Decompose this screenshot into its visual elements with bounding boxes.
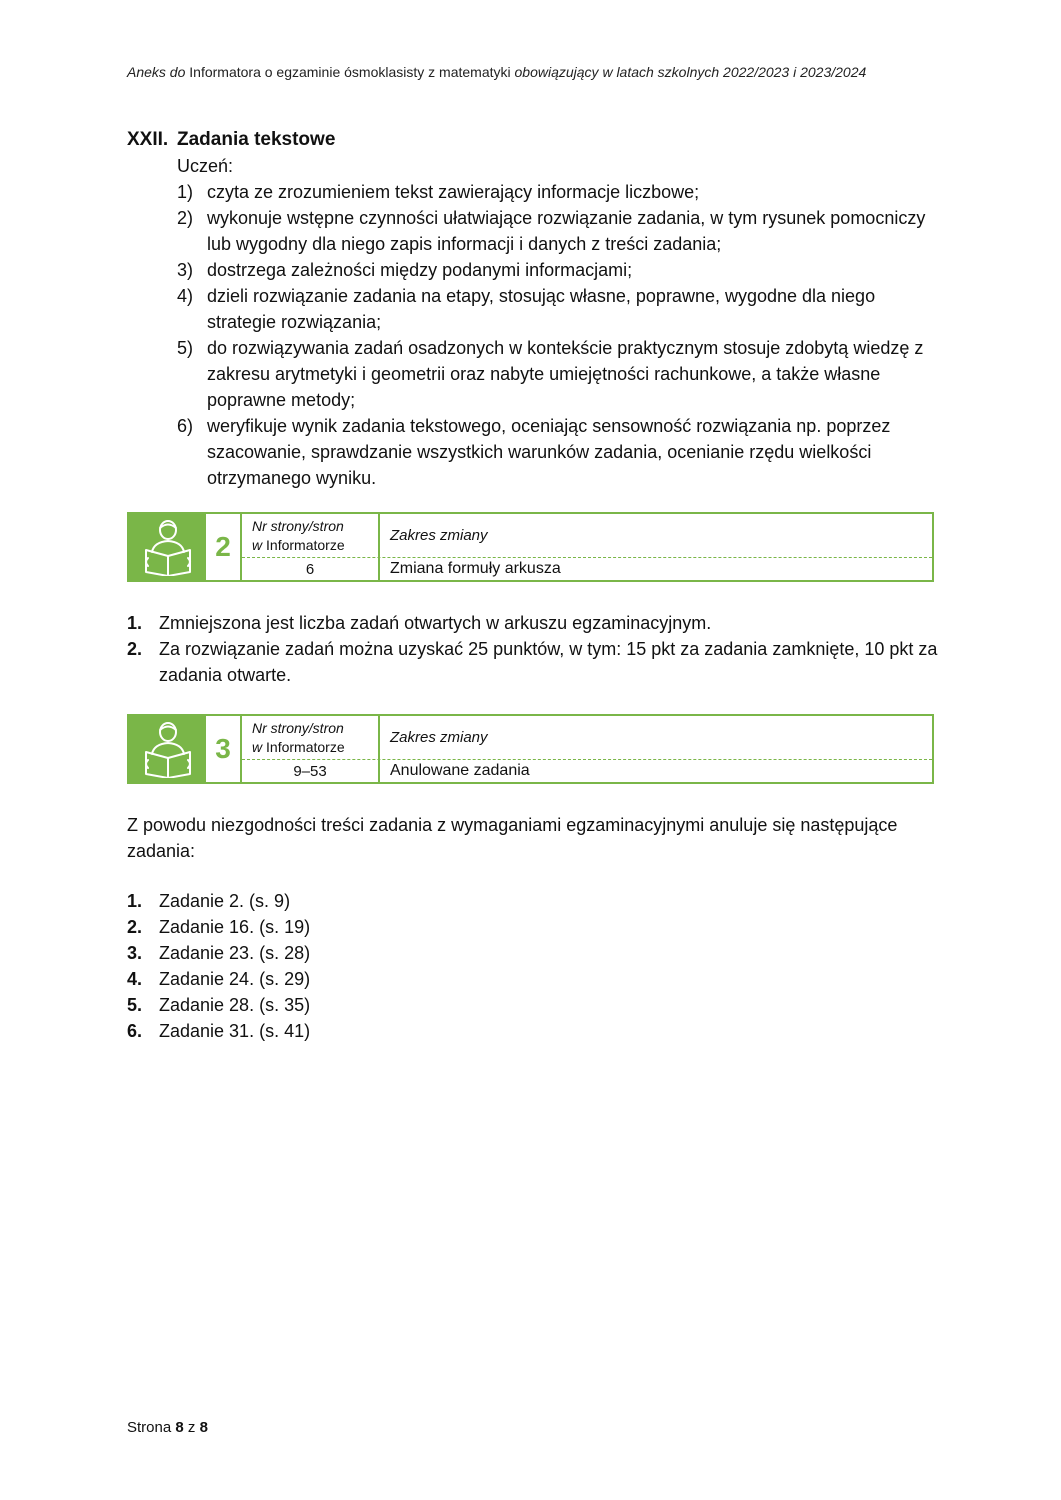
reader-with-book-icon [129,514,206,580]
requirement-item: 4) dzieli rozwiązanie zadania na etapy, stosując własne, poprawne, wygodne dla niego strategie rozwiązania; [177,286,876,332]
requirement-item: 5) do rozwiązywania zadań osadzonych w kontekście praktycznym stosuje zdobytą wiedzę z zakresu arytmetyki i geometrii oraz nabyte umiejętności rachunkowe, a także własne poprawne metody; [177,338,924,410]
change-2-list [127,610,947,688]
requirement-item: 3) dostrzega zależności między podanymi informacjami; [177,260,633,280]
header-part-3: obowiązujący w latach szkolnych 2022/2023 i 2023/2024 [514,64,867,80]
page-total: 8 [199,1419,208,1436]
header-part-1: Aneks do [127,64,186,80]
section-number: XXII. [127,129,169,150]
scope-header: Zakres zmiany [390,729,488,746]
list-item: 6. Zadanie 31. (s. 41) [127,1021,311,1041]
section-title-text: Zadania tekstowe [177,129,336,150]
requirement-item: 2) wykonuje wstępne czynności ułatwiające rozwiązanie zadania, w tym rysunek pomocniczy lub wygodny dla niego zapis informacji i danych z treści zadania; [177,208,926,254]
page-number: 8 [175,1419,184,1436]
section-intro: Uczeń: [177,156,234,176]
section-xxii [127,127,947,491]
list-item: 1. Zadanie 2. (s. 9) [127,891,291,911]
change-box-3 [127,714,934,784]
list-item: 2. Zadanie 16. (s. 19) [127,917,311,937]
pages-header: Nr strony/stron w Informatorze [242,716,380,759]
header-part-2: Informatora o egzaminie ósmoklasisty z matematyki [185,64,515,80]
list-item: 4. Zadanie 24. (s. 29) [127,969,311,989]
annulled-tasks-list [127,888,947,1044]
list-item: 1. Zmniejszona jest liczba zadań otwartych w arkuszu egzaminacyjnym. [127,613,712,633]
scope-value: Zmiana formuły arkusza [390,560,561,577]
scope-value: Anulowane zadania [390,762,530,779]
change-number: 2 [206,514,242,580]
change-table [242,514,932,580]
page-footer: Strona 8 z 8 [127,1419,208,1436]
section-title [127,127,947,153]
requirement-item: 6) weryfikuje wynik zadania tekstowego, oceniając sensowność rozwiązania np. poprzez szacowanie, sprawdzanie wszystkich warunków zadania, ocenianie rzędu wielkości otrzymanego wyniku. [177,416,891,488]
list-item: 2. Za rozwiązanie zadań można uzyskać 25 punktów, w tym: 15 pkt za zadania zamknięte, 10 pkt za zadania otwarte. [127,639,938,685]
pages-value: 6 [242,558,380,580]
page-header [127,64,947,80]
reader-with-book-icon [129,716,206,782]
list-item: 3. Zadanie 23. (s. 28) [127,943,311,963]
pages-header: Nr strony/stron w Informatorze [242,514,380,557]
pages-value: 9–53 [242,760,380,782]
change-3-intro: Z powodu niezgodności treści zadania z wymaganiami egzaminacyjnymi anuluje się następujące zadania: [127,815,898,861]
change-table [242,716,932,782]
change-box-2 [127,512,934,582]
list-item: 5. Zadanie 28. (s. 35) [127,995,311,1015]
requirement-item: 1) czyta ze zrozumieniem tekst zawierający informacje liczbowe; [177,182,700,202]
change-number: 3 [206,716,242,782]
scope-header: Zakres zmiany [390,527,488,544]
